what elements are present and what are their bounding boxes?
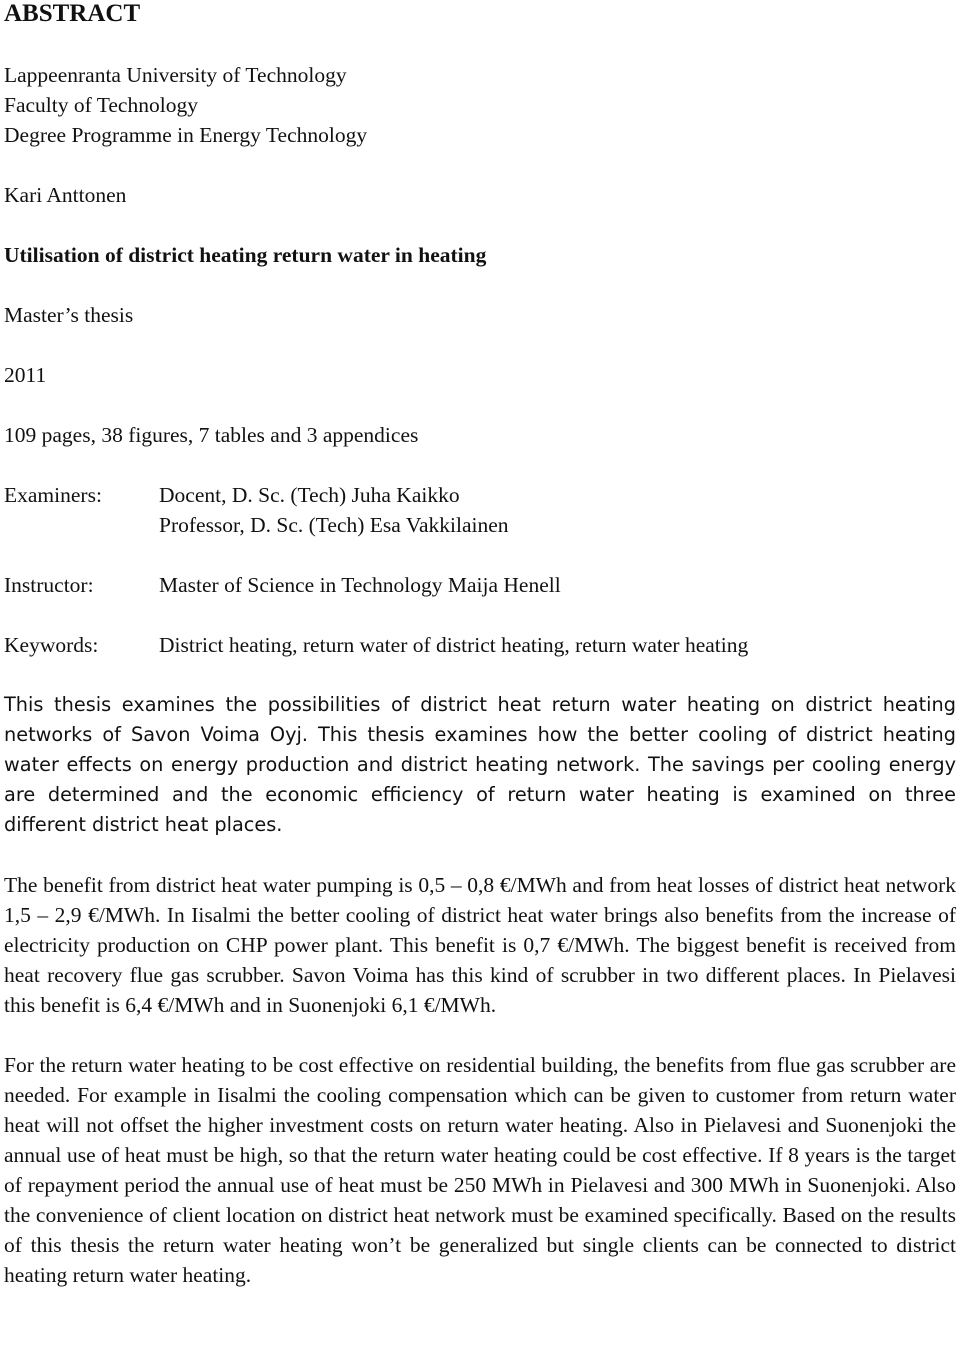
spacer — [4, 270, 956, 300]
thesis-title: Utilisation of district heating return water in heating — [4, 243, 487, 267]
instructor-row — [4, 570, 956, 600]
author-name: Kari Anttonen — [4, 183, 127, 207]
keywords-value: District heating, return water of district heating, return water heating — [159, 633, 749, 657]
spacer — [4, 600, 956, 630]
thesis-extent: 109 pages, 38 figures, 7 tables and 3 appendices — [4, 423, 419, 447]
abstract-paragraph: For the return water heating to be cost effective on residential building, the benefits from flue gas scrubber are needed. For example in Iisalmi the cooling compensation which can be given to customer from return water heat will not offset the higher investment costs on return water heating. Also in Pielavesi and Suonenjoki the annual use of heat must be high, so that the return water heating could be cost effective. If 8 years is the target of repayment period the annual use of heat must be 250 MWh in Pielavesi and 300 MWh in Suonenjoki. Also the convenience of client location on district heat network must be examined specifically. Based on the results of this thesis the return water heating won’t be generalized but single clients can be connected to district heating return water heating. — [4, 1053, 956, 1287]
abstract-paragraph: This thesis examines the possibilities of district heat return water heating on district heating networks of Savon Voima Oyj. This thesis examines how the better cooling of district heating water effects on energy production and district heating network. The savings per cooling energy are determined and the economic efficiency of return water heating is examined on three different district heat places. — [4, 693, 956, 836]
examiner-name: Professor, D. Sc. (Tech) Esa Vakkilainen — [159, 513, 509, 537]
spacer — [4, 390, 956, 420]
keywords-row — [4, 630, 956, 660]
spacer — [4, 28, 956, 60]
examiners-list — [159, 480, 509, 540]
instructor-label: Instructor: — [4, 573, 94, 597]
spacer — [4, 660, 956, 690]
abstract-page — [4, 0, 956, 1290]
spacer — [4, 1020, 956, 1050]
faculty-name: Faculty of Technology — [4, 93, 198, 117]
thesis-type: Master’s thesis — [4, 303, 134, 327]
examiners-label: Examiners: — [4, 483, 102, 507]
abstract-paragraph: The benefit from district heat water pumping is 0,5 – 0,8 €/MWh and from heat losses of district heat network 1,5 – 2,9 €/MWh. In Iisalmi the better cooling of district heat water brings also benefits from the increase of electricity production on CHP power plant. This benefit is 0,7 €/MWh. The biggest benefit is received from heat recovery flue gas scrubber. Savon Voima has this kind of scrubber in two different places. In Pielavesi this benefit is 6,4 €/MWh and in Suonenjoki 6,1 €/MWh. — [4, 873, 956, 1017]
spacer — [4, 540, 956, 570]
spacer — [4, 450, 956, 480]
page-title: ABSTRACT — [4, 0, 141, 27]
spacer — [4, 330, 956, 360]
examiner-name: Docent, D. Sc. (Tech) Juha Kaikko — [159, 483, 460, 507]
spacer — [4, 840, 956, 870]
degree-programme: Degree Programme in Energy Technology — [4, 123, 368, 147]
university-name: Lappeenranta University of Technology — [4, 63, 347, 87]
examiners-row — [4, 480, 956, 540]
instructor-name: Master of Science in Technology Maija Henell — [159, 573, 561, 597]
spacer — [4, 150, 956, 180]
spacer — [4, 210, 956, 240]
thesis-year: 2011 — [4, 363, 47, 387]
keywords-label: Keywords: — [4, 633, 99, 657]
